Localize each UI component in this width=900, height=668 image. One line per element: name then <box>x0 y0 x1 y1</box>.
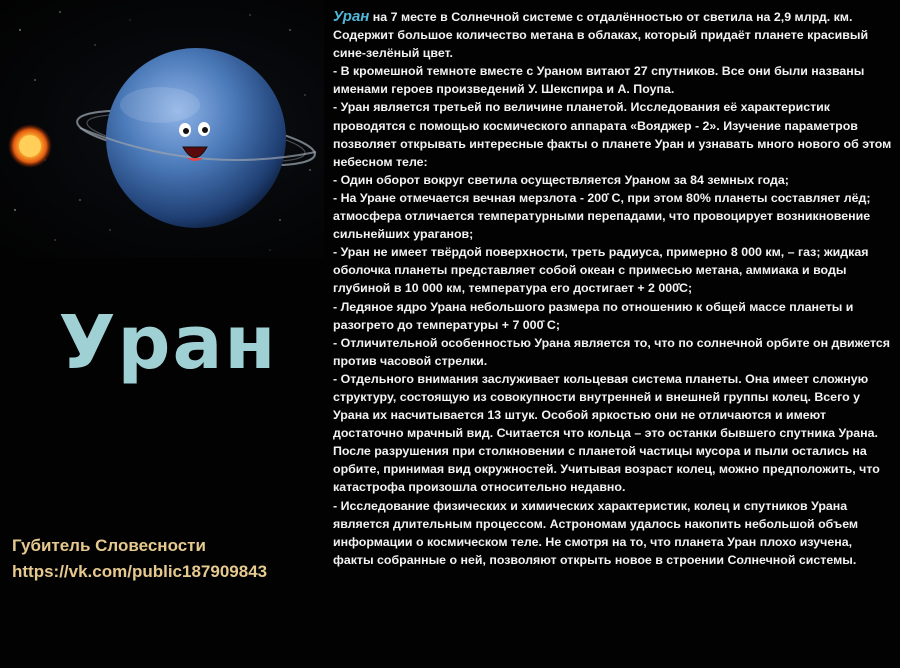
article-paragraph: - Отдельного внимания заслуживает кольцевая система планеты. Она имеет сложную структуру, состоящую из совокупности внутренней и внешней группы колец. Всего у Урана их насчитывается 13 штук. Особой яркостью они не отличаются и имеют достаточно мрачный вид. Считается что кольца – это останки бывшего спутника Урана. После разрушения при столкновении с планетой частицы мусора и пыли остались на орбите, принимая вид окружностей. Учитывая возраст колец, можно предположить, что катастрофа произошла относительно недавно. <box>333 371 880 495</box>
credits-link[interactable]: https://vk.com/public187909843 <box>12 562 268 581</box>
article-paragraph: атмосфера отличается температурными перепадами, что провоцирует возникновение сильнейших ураганов; <box>333 209 871 242</box>
credits-author: Губитель Словесности <box>12 536 206 555</box>
article-paragraph: - Исследование физических и химических характеристик, колец и спутников Урана является длительным процессом. Астрономам удалось накопить небольшой объем информации о космическом теле. Не смотря на то, что планета Уран плохо изучена, факты собранные о ней, позволяют открыть новое в строении Солнечной системы. <box>333 498 859 567</box>
article-lead-text: на 7 месте в Солнечной системе с отдалённостью от светила на 2,9 млрд. км. Содержит большое количество метана в облаках, который придаёт планете красивый сине-зелёный цвет. <box>333 10 869 61</box>
article-paragraph: - Отличительной особенностью Урана является то, что по солнечной орбите он движется против часовой стрелки. <box>333 335 890 368</box>
article-paragraph: - Один оборот вокруг светила осуществляется Ураном за 84 земных года; <box>333 172 789 187</box>
article-paragraph: - Ледяное ядро Урана небольшого размера по отношению к общей массе планеты и разогрето до температуры + 7 000̊ C; <box>333 299 854 332</box>
sun-icon <box>8 124 52 168</box>
article-paragraph: - Уран является третьей по величине планетой. Исследования её характеристик проводятся с помощью космического аппарата «Вояджер - 2». Изучение параметров позволяет открывать интересные факты о планете Уран и узнавать много нового об этом небесном теле: <box>333 100 892 169</box>
page-title: Уран <box>58 300 278 386</box>
article-paragraph: - На Уране отмечается вечная мерзлота - 200̊ C, при этом 80% планеты составляет лёд; <box>333 190 871 205</box>
article-lead-word: Уран <box>333 8 370 25</box>
space-scene <box>0 0 324 258</box>
article-intro <box>333 8 893 62</box>
planet-uranus-icon <box>106 48 286 228</box>
space-illustration <box>0 0 324 258</box>
article-paragraph: - Уран не имеет твёрдой поверхности, треть радиуса, примерно 8 000 км, – газ; жидкая оболочка планеты представляет собой океан с примесью метана, аммиака и воды глубиной в 10 000 км, температура его достигает + 2 000̊C; <box>333 245 869 296</box>
credits <box>12 533 267 585</box>
article-text <box>333 8 893 569</box>
article-paragraph: - В кромешной темноте вместе с Ураном витают 27 спутников. Все они были названы именами героев произведений У. Шекспира и А. Поупа. <box>333 64 865 97</box>
